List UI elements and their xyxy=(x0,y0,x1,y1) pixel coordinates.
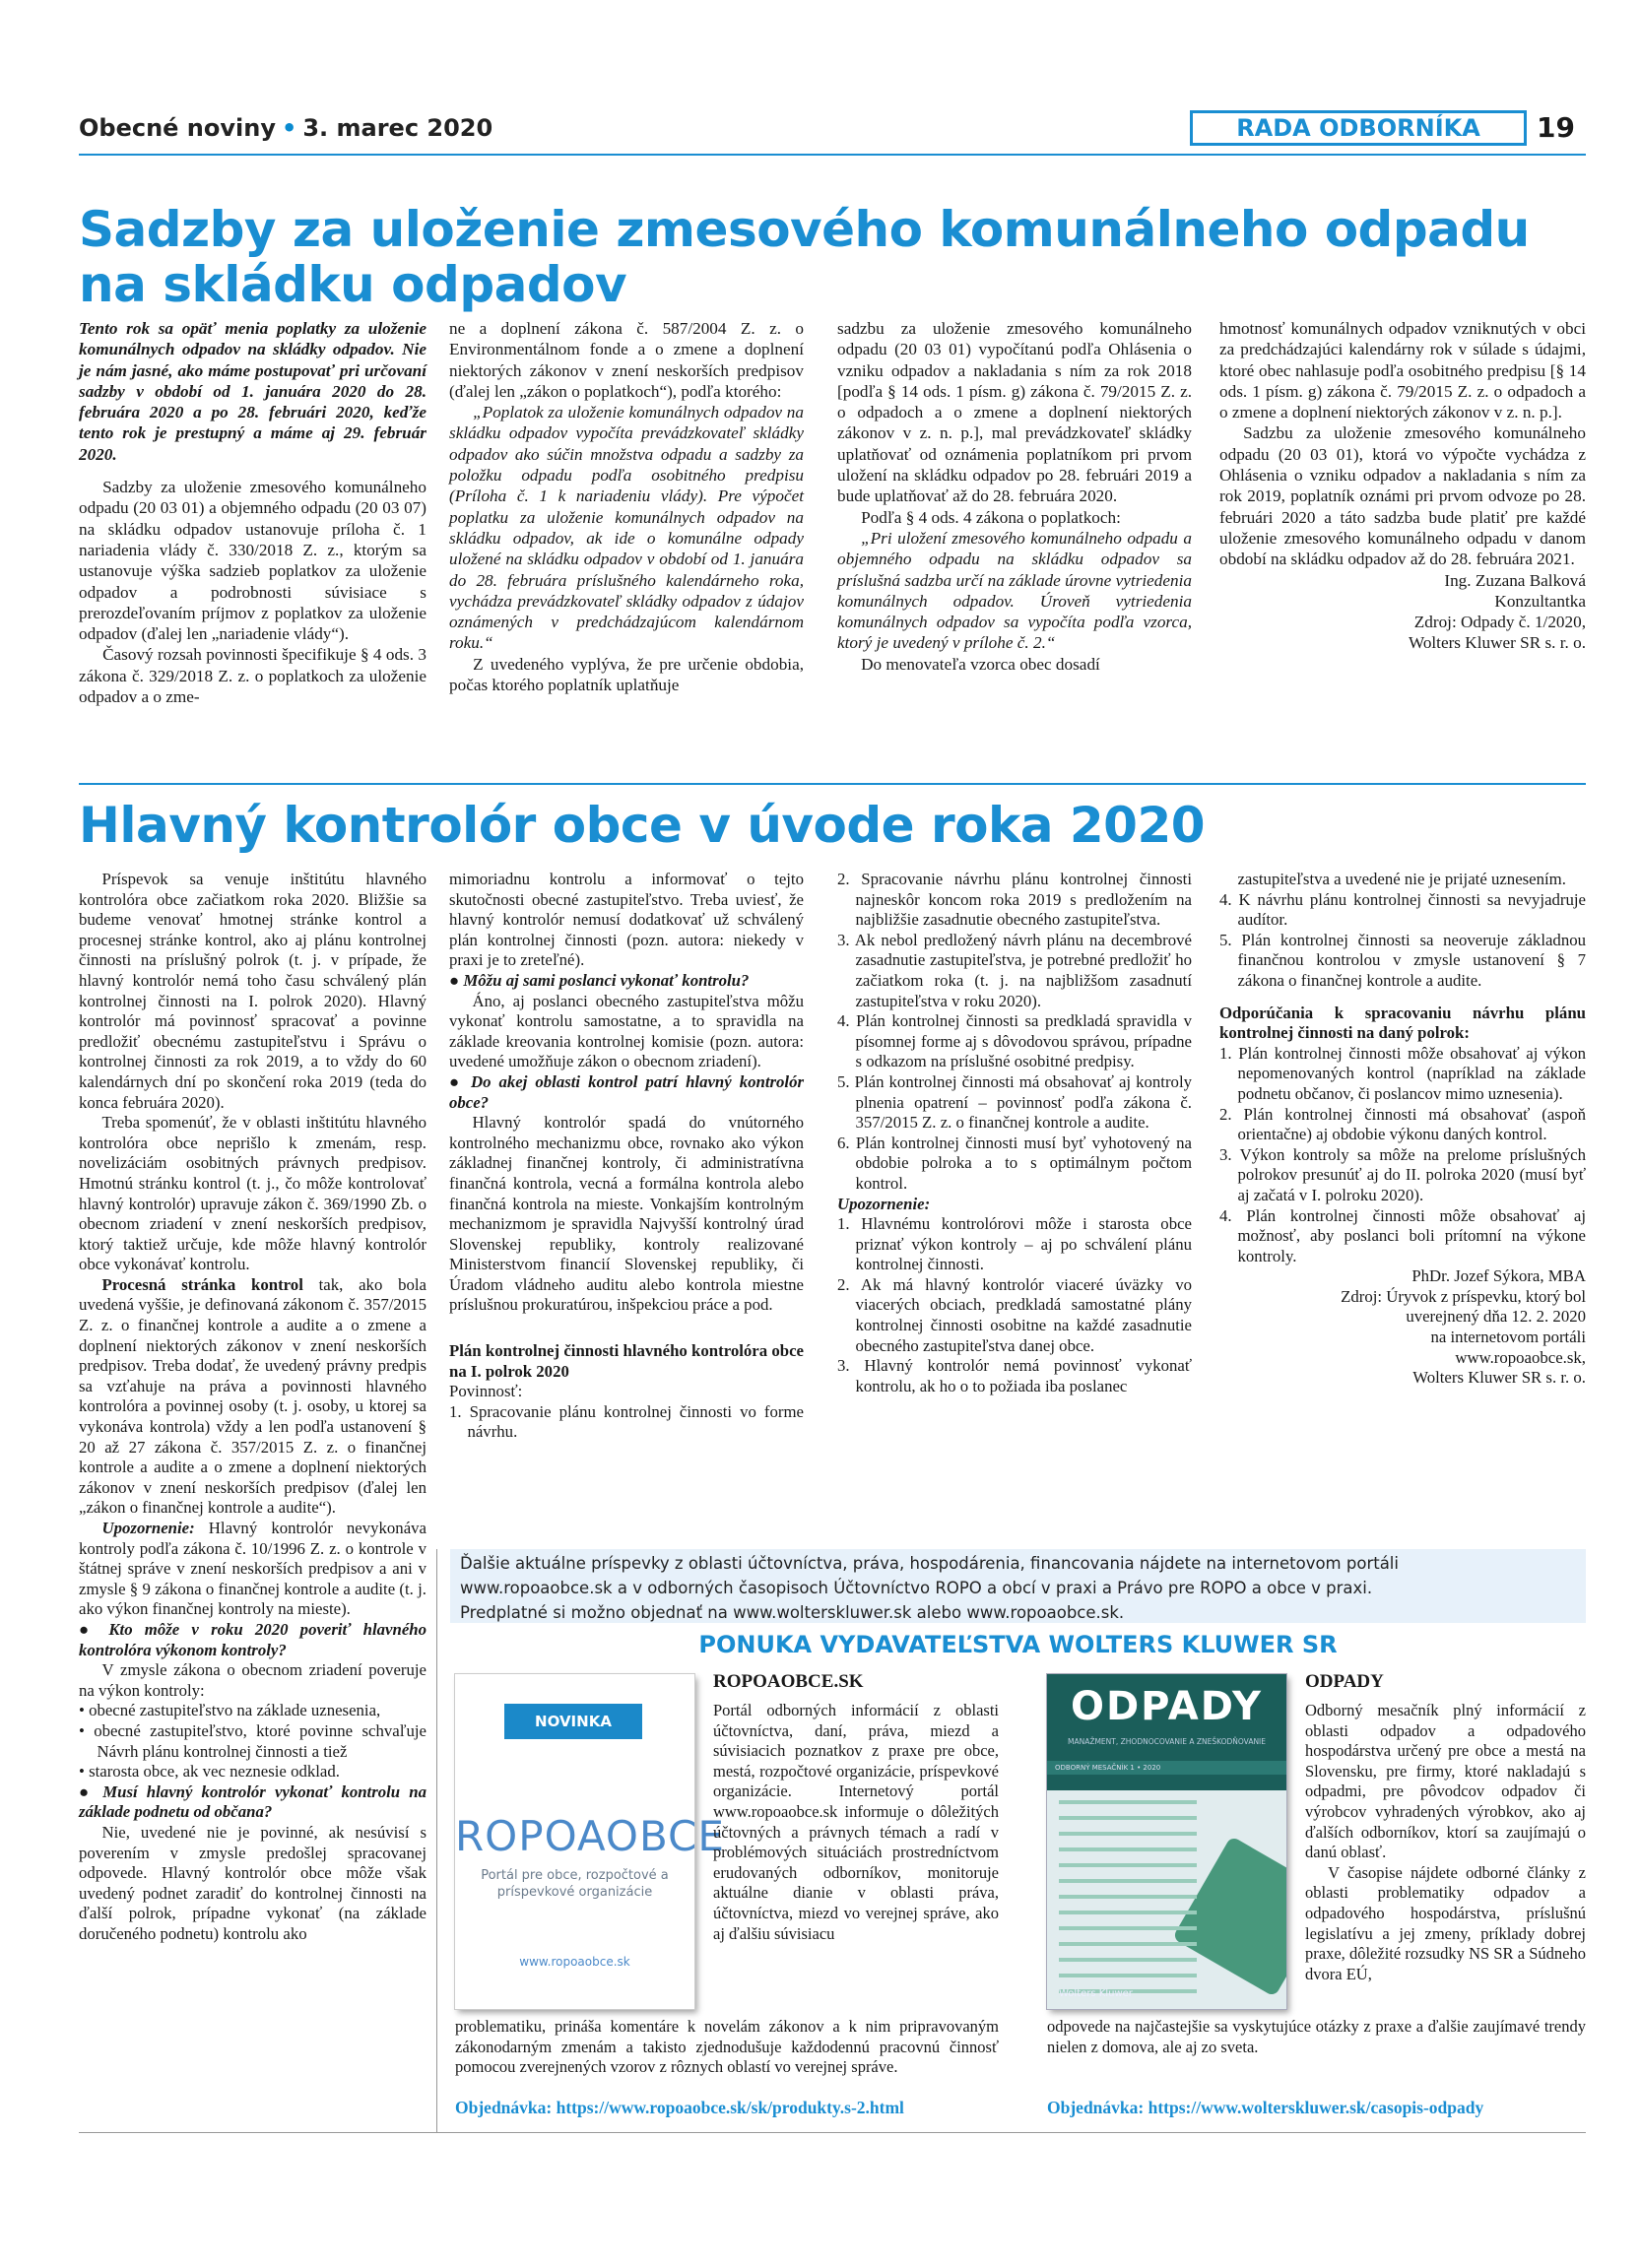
article2-paragraph: Hlavný kontrolór spadá do vnútorného kontrolného mechanizmu obce, rovnako ako výkon základnej finančnej kontroly, či administratívna finančná kontrola, vecná a formálna kontrola alebo finančná kontrola na mieste. Vonkajším kontrolným mechanizmom je spravidla Najvyšší kontrolný úrad Slovenskej republiky, kontroly realizované Ministerstvom financií Slovenskej republiky, či Úradom vládneho auditu alebo kontrola miestne príslušnou prokuratúrou, inšpekciou práce a pod. xyxy=(449,1113,804,1315)
issue-date: 3. marec 2020 xyxy=(302,114,493,142)
cover-subtitle: Portál pre obce, rozpočtové a príspevkové organizácie xyxy=(481,1868,669,1900)
article1-column-2 xyxy=(449,318,804,695)
info-line: Predplatné si možno objednať na www.wolterskluwer.sk alebo www.ropoaobce.sk. xyxy=(460,1603,1125,1622)
product2-description xyxy=(1305,1701,1586,1984)
article2-subheading: Plán kontrolnej činnosti hlavného kontrolóra obce na I. polrok 2020 xyxy=(449,1341,804,1381)
article2-column-1 xyxy=(79,870,426,1944)
rubric-label: RADA ODBORNÍKA xyxy=(1190,110,1527,146)
numbered-item: zastupiteľstva a uvedené nie je prijaté uznesením. xyxy=(1237,870,1566,888)
article2-column-4 xyxy=(1219,870,1586,1389)
numbered-item: 1. Hlavnému kontrolórovi môže i starosta obce priznať výkon kontroly – aj po schválení plánu kontrolnej činnosti. xyxy=(837,1214,1192,1274)
page-number: 19 xyxy=(1537,111,1575,144)
article2-paragraph xyxy=(79,1519,426,1620)
cover-issue-bar: ODBORNÝ MESAČNÍK 1 • 2020 xyxy=(1047,1761,1286,1775)
odpady-cover-image xyxy=(1047,1674,1286,2009)
article2-source: Zdroj: Úryvok z príspevku, ktorý bol xyxy=(1341,1286,1586,1306)
article2-text: tak, ako bola uvedená vyššie, je definovaná zákonom č. 357/2015 Z. z. o finančnej kontrole a audite a o zmene a doplnení niektorých zákonov v znení neskorších predpisov. Treba dodať, že uvedený právny predpis sa vzťahuje na práva a povinnosti hlavného kontrolóra a povinnej osoby (t. j. osoby, u ktorej sa vykonáva kontrola) vždy a len podľa ustanovení § 20 až 27 zákona č. 357/2015 Z. z. o finančnej kontrole a audite a o zmene a doplnení niektorých zákonov v znení neskorších predpisov (ďalej len „zákon o finančnej kontrole a audite“). xyxy=(79,1274,426,1518)
article2-text: Hlavný kontrolór nevykonáva kontroly podľa zákona č. 10/1996 Z. z. o kontrole v štátnej správe v znení neskorších predpisov a ani v zmysle § 9 zákona o finančnej kontrole a audite (t. j. ako výkon finančnej kontroly na mieste). xyxy=(79,1519,426,1619)
article2-question: ● Musí hlavný kontrolór vykonať kontrolu na základe podnetu od občana? xyxy=(79,1782,426,1822)
article2-paragraph: Treba spomenúť, že v oblasti inštitútu hlavného kontrolóra obce neprišlo k zmenám, resp. novelizáciám osobitných právnych predpisov. Hmotnú stránku kontrol (t. j., čo môže kontrolovať hlavný kontrolór) upravuje zákon č. 369/1990 Zb. o obecnom zriadení v znení neskorších predpisov, ktorý taktiež určuje, kde môže hlavný kontrolór obce vykonávať kontrolu. xyxy=(79,1113,426,1274)
header-separator: • xyxy=(281,114,297,142)
article1-quote: „Poplatok za uloženie komunálnych odpadov na skládku odpadov vypočíta prevádzkovateľ skládky odpadov ako súčin množstva odpadu a sadzby za položku odpadu podľa osobitného predpisu (Príloha č. 1 k nariadeniu vlády). Pre výpočet poplatku za uloženie komunálnych odpadov na skládku odpadov, ak ide o komunálne odpady uložené na skládku odpadov v období od 1. januára do 28. februára príslušného kalendárneho roka, vychádza prevádzkovateľ skládky odpadov z údajov oznámených v predchádzajúcom kalendárnom roku.“ xyxy=(449,403,804,653)
section-rule xyxy=(79,783,1586,785)
article2-paragraph: mimoriadnu kontrolu a informovať o tejto skutočnosti obecné zastupiteľstvo. Treba uviesť, že hlavný kontrolór nemusí dodatkovať už schválený plán kontrolnej činnosti (pozn. autora: niekedy v praxi je to zreteľné). xyxy=(449,870,804,970)
numbered-item: 4. Plán kontrolnej činnosti môže obsahovať aj možnosť, aby poslanci boli prítomní na výkone kontroly. xyxy=(1219,1205,1586,1265)
article2-publisher: Wolters Kluwer SR s. r. o. xyxy=(1412,1368,1586,1388)
article1-quote: „Pri uložení zmesového komunálneho odpadu a objemného odpadu na skládku odpadov sa príslušná sadzba určí na základe úrovne vytriedenia komunálnych odpadov. Úroveň vytriedenia komunálnych odpadov sa vypočíta podľa vzorca, ktorý je uvedený v prílohe č. 2.“ xyxy=(837,528,1192,653)
column-divider xyxy=(436,1549,437,2132)
ropoaobce-cover-image xyxy=(455,1674,725,2009)
info-line: www.ropoaobce.sk a v odborných časopisoch Účtovníctvo ROPO a obcí v praxi a Právo pre ROPO a obce v praxi. xyxy=(460,1579,1373,1597)
numbered-item: 3. Ak nebol predložený návrh plánu na decembrové zasadnutie zastupiteľstva, je potrebné predložiť ho začiatkom roka (t. j. na najbližšom zasadnutí zastupiteľstva v roku 2020). xyxy=(837,930,1192,1010)
product1-description-tail xyxy=(455,2017,999,2078)
bullet-item: • starosta obce, ak vec neznesie odklad. xyxy=(79,1762,340,1782)
newspaper-name: Obecné noviny xyxy=(79,114,276,142)
cover-contents xyxy=(1047,1788,1197,1993)
numbered-item: 1. Spracovanie plánu kontrolnej činnosti vo forme návrhu. xyxy=(449,1401,804,1442)
numbered-item: 5. Plán kontrolnej činnosti sa neoveruje základnou finančnou kontrolou v zmysle ustanovení § 7 zákona o finančnej kontrole a audite. xyxy=(1219,930,1586,990)
article1-paragraph: Sadzbu za uloženie zmesového komunálneho odpadu (20 03 01), ktorá vo výpočte vychádza z Ohlásenia o vzniku odpadov a nakladania s ním za rok 2019, poplatník oznámi pri prvom odvoze po 28. februári 2020 a táto sadzba bude platiť pre každé uloženie zmesového komunálneho odpadu v danom období na skládku odpadov až do 28. februára 2021. xyxy=(1219,423,1586,569)
article2-question: ● Kto môže v roku 2020 poveriť hlavného kontrolóra výkonom kontroly? xyxy=(79,1619,426,1659)
article2-source: uverejnený dňa 12. 2. 2020 xyxy=(1406,1307,1586,1327)
article1-paragraph: Podľa § 4 ods. 4 zákona o poplatkoch: xyxy=(861,507,1121,527)
product1-text: Portál odborných informácií z oblasti účtovníctva, daní, práva, miezd a súvisiacich poznatkov z praxe pre obce, mestá, rozpočtové organizácie, príspevkové organizácie. Internetový portál www.ropoaobce.sk informuje o dôležitých účtovných a právnych témach a radí v problémových situáciách prostredníctvom erudovaných odborníkov, monitoruje aktuálne dianie v oblasti práva, účtovníctva, miezd vo verejnej správe, ako aj ďalšiu súvisiacu xyxy=(713,1701,999,1943)
numbered-item: 1. Plán kontrolnej činnosti môže obsahovať aj výkon nepomenovaných kontrol (napríklad na základe podnetu občanov, či poslancov mimo uznesenia). xyxy=(1219,1043,1586,1103)
bullet-item: • obecné zastupiteľstvo na základe uznesenia, xyxy=(79,1701,381,1720)
article2-paragraph: Nie, uvedené nie je povinné, ak nesúvisí s poverením v zmysle predošlej spracovanej odpovede. Hlavný kontrolór obce môže však uvedený podnet zaradiť do kontrolnej činnosti na ďalší polrok, prípadne vykonať (na základe doručeného podnetu) kontrolu ako xyxy=(79,1822,426,1943)
product1-description xyxy=(713,1701,999,1944)
cover-brand: Wolters Kluwer xyxy=(1059,1988,1133,1999)
numbered-item: 3. Hlavný kontrolór nemá povinnosť vykonať kontrolu, ak ho o to požiada iba poslanec xyxy=(837,1356,1192,1395)
article2-paragraph: Áno, aj poslanci obecného zastupiteľstva môžu vykonať kontrolu samostatne, a to spravidla na základe kreovania kontrolnej komisie (pozn. autora: uvedené umožňuje zákon o obecnom zriadení). xyxy=(449,991,804,1071)
product2-text: V časopise nájdete odborné články z oblasti problematiky odpadov a odpadového hospodárstva, príslušnú legislatívu a jej zmeny, príklady dobrej praxe, dôležité rozsudky NS SR a Súdneho dvora EÚ, xyxy=(1305,1862,1586,1983)
article2-question: ● Do akej oblasti kontrol patrí hlavný kontrolór obce? xyxy=(449,1071,804,1112)
article1-source: Zdroj: Odpady č. 1/2020, xyxy=(1413,613,1586,632)
article2-author: PhDr. Jozef Sýkora, MBA xyxy=(1411,1266,1586,1286)
novinka-badge: NOVINKA xyxy=(504,1704,642,1739)
product2-text: Odborný mesačník plný informácií z oblasti odpadov a odpadového hospodárstva určený pre obce a mestá na Slovensku, pre firmy, ktoré nakladajú s odpadmi, pre pôvodcov odpadov či výrobcov vyhradených výrobkov, ako aj ďalších odborníkov, ktorí sa zaujímajú o danú oblasť. xyxy=(1305,1701,1586,1862)
numbered-item: 3. Výkon kontroly sa môže na prelome príslušných polrokov presunúť aj do II. polroka 2020 (musí byť aj začatá v I. polroku 2020). xyxy=(1219,1144,1586,1204)
ropoaobce-logo: ROPOAOBCE xyxy=(455,1812,725,1860)
article1-publisher: Wolters Kluwer SR s. r. o. xyxy=(1408,633,1586,653)
article2-source-url: www.ropoaobce.sk, xyxy=(1455,1347,1586,1367)
article2-paragraph: V zmysle zákona o obecnom zriadení poveruje na výkon kontroly: xyxy=(79,1660,426,1700)
numbered-item: 2. Spracovanie návrhu plánu kontrolnej činnosti najneskôr koncom roka 2019 s predložením na najbližšie zasadnutie obecného zastupiteľstva. xyxy=(837,870,1192,930)
offer-title: PONUKA VYDAVATEĽSTVA WOLTERS KLUWER SR xyxy=(698,1631,1338,1658)
article2-question: ● Môžu aj sami poslanci vykonať kontrolu? xyxy=(449,970,750,990)
bullet-item: • obecné zastupiteľstvo, ktoré povinne schvaľuje Návrh plánu kontrolnej činnosti a tiež xyxy=(79,1720,426,1761)
product2-order-link[interactable]: Objednávka: https://www.wolterskluwer.sk/casopis-odpady xyxy=(1047,2098,1484,2117)
masthead xyxy=(79,110,492,146)
article1-column-3 xyxy=(837,318,1192,675)
article1-paragraph: sadzbu za uloženie zmesového komunálneho odpadu (20 03 01) vypočítanú podľa Ohlásenia o vzniku odpadov a nakladania s ním za rok 2018 [podľa § 14 ods. 1 písm. g) zákona č. 79/2015 Z. z. o odpadoch a o zmene a doplnení niektorých zákonov v z. n. p.], mal prevádzkovateľ skládky uplatňovať od oznámenia poplatníkom pri prvom uložení na skládku odpadov po 28. februári 2019 a bude uplatňovať až do 28. februára 2020. xyxy=(837,319,1192,506)
article1-paragraph: ne a doplnení zákona č. 587/2004 Z. z. o Environmentálnom fonde a o zmene a doplnení niektorých zákonov v znení neskorších predpisov (ďalej len „zákon o poplatkoch“), podľa ktorého: xyxy=(449,319,804,401)
article1-column-4 xyxy=(1219,318,1586,654)
article1-lead: Tento rok sa opäť menia poplatky za uloženie komunálnych odpadov na skládky odpadov. Nie je nám jasné, ako máme postupovať pri určovaní sadzby v období od 1. januára 2020 do 28. februára 2020 a po 28. februári 2020, keďže tento rok je prestupný a máme aj 29. február 2020. xyxy=(79,319,426,464)
bottom-rule xyxy=(79,2132,1586,2133)
article2-term: Procesná stránka kontrol xyxy=(101,1274,303,1294)
odpady-logo: ODPADY xyxy=(1070,1684,1264,1729)
product2-name: ODPADY xyxy=(1305,1671,1384,1692)
info-line: Ďalšie aktuálne príspevky z oblasti účtovníctva, práva, hospodárenia, financovania nájdete na internetovom portáli xyxy=(460,1554,1399,1573)
article2-warning-heading: Upozornenie: xyxy=(837,1194,931,1213)
numbered-item: 4. Plán kontrolnej činnosti sa predkladá spravidla v písomnej forme aj s dôvodovou správou, prípadne s odkazom na príslušné osobitné predpisy. xyxy=(837,1011,1192,1071)
article2-paragraph: Príspevok sa venuje inštitútu hlavného kontrolóra obce začiatkom roka 2020. Bližšie sa budeme venovať hmotnej stránke kontrol a procesnej stránke kontrol, ako aj plánu kontrolnej činnosti na príslušný polrok (t. j. v prípade, že hlavný kontrolór nemá toho času schválený plán kontrolnej činnosti na I. polrok 2020). Hlavný kontrolór má povinnosť spracovať a povinne predložiť obecnému zastupiteľstvu i Správu o kontrolnej činnosti za rok 2019, a to vždy do 60 kalendárnych dní po skončení roka 2019 (teda do konca februára 2020). xyxy=(79,870,426,1112)
product1-text: problematiku, prináša komentáre k novelám zákonov a k nim pripravovaným zákonodarným zmenám a takisto zjednodušuje každodennú pracovnú činnosť pomocou zverejnených vzorov z rôznych oblastí vo verejnej správe. xyxy=(455,2017,999,2077)
numbered-item: 5. Plán kontrolnej činnosti má obsahovať aj kontroly plnenia opatrení – povinnosť podľa zákona č. 357/2015 Z. z. o finančnej kontrole a audite. xyxy=(837,1071,1192,1133)
numbered-item: 6. Plán kontrolnej činnosti musí byť vyhotovený na obdobie polroka a to s optimálnym počtom kontrol. xyxy=(837,1133,1192,1193)
numbered-item: 2. Ak má hlavný kontrolór viaceré úväzky vo viacerých obciach, predkladá samostatné plány kontrolnej činnosti osobitne na každé zasadnutie obecného zastupiteľstva danej obce. xyxy=(837,1274,1192,1355)
article2-paragraph: Povinnosť: xyxy=(449,1382,523,1401)
article1-paragraph: Časový rozsah povinnosti špecifikuje § 4 ods. 3 zákona č. 329/2018 Z. z. o poplatkoch za uloženie odpadov a o zme- xyxy=(79,645,426,707)
article1-paragraph: hmotnosť komunálnych odpadov vzniknutých v obci za predchádzajúci kalendárny rok v súlade s údajmi, ktoré obec nahlasuje podľa osobitného predpisu [§ 14 ods. 1 písm. g) zákona č. 79/2015 Z. z. o odpadoch a o zmene a doplnení niektorých zákonov v z. n. p.]. xyxy=(1219,319,1586,422)
article2-subheading: Odporúčania k spracovaniu návrhu plánu kontrolnej činnosti na daný polrok: xyxy=(1219,1003,1586,1043)
article2-column-3 xyxy=(837,870,1192,1396)
article1-title xyxy=(79,202,1530,312)
product2-description-tail xyxy=(1047,2017,1586,2057)
product2-text: odpovede na najčastejšie sa vyskytujúce otázky z praxe a ďalšie zaujímavé trendy nielen z domova, ale aj zo sveta. xyxy=(1047,2017,1586,2056)
article1-paragraph: Sadzby za uloženie zmesového komunálneho odpadu (20 03 01) a objemného odpadu (20 03 07) na skládku odpadov ustanovuje príloha č. 1 nariadenia vlády č. 330/2018 Z. z., ktorým sa ustanovuje výška sadzieb poplatkov za uloženie odpadov a podrobnosti súvisiace s prerozdeľovaním príjmov z poplatkov za uloženie odpadov (ďalej len „nariadenie vlády“). xyxy=(79,478,426,644)
article2-source: na internetovom portáli xyxy=(1430,1328,1586,1347)
page-header xyxy=(79,110,1586,146)
numbered-item: 4. K návrhu plánu kontrolnej činnosti sa nevyjadruje audítor. xyxy=(1219,889,1586,930)
article1-author-role: Konzultantka xyxy=(1494,591,1586,611)
article2-column-2 xyxy=(449,870,804,1443)
article2-paragraph xyxy=(79,1275,426,1519)
product1-order-link[interactable]: Objednávka: https://www.ropoaobce.sk/sk/produkty.s-2.html xyxy=(455,2098,904,2117)
article2-title: Hlavný kontrolór obce v úvode roka 2020 xyxy=(79,797,1206,854)
cover-url: www.ropoaobce.sk xyxy=(519,1955,630,1969)
header-rule xyxy=(79,154,1586,156)
article1-author: Ing. Zuzana Balková xyxy=(1444,570,1586,590)
article2-warning-label: Upozornenie: xyxy=(101,1519,195,1537)
numbered-item: 2. Plán kontrolnej činnosti má obsahovať (aspoň orientačne) aj obdobie výkonu daných kontrol. xyxy=(1219,1104,1586,1144)
cover-slogan: MANAŽMENT, ZHODNOCOVANIE A ZNEŠKODŇOVANIE xyxy=(1067,1737,1267,1746)
article1-column-1 xyxy=(79,318,426,707)
article1-paragraph: Z uvedeného vyplýva, že pre určenie obdobia, počas ktorého poplatník uplatňuje xyxy=(449,654,804,695)
product1-name: ROPOAOBCE.SK xyxy=(713,1671,864,1692)
article1-title-line2: na skládku odpadov xyxy=(79,256,627,313)
article1-title-line1: Sadzby za uloženie zmesového komunálneho odpadu xyxy=(79,201,1530,258)
info-box xyxy=(450,1549,1586,1623)
article1-paragraph: Do menovateľa vzorca obec dosadí xyxy=(861,654,1100,674)
